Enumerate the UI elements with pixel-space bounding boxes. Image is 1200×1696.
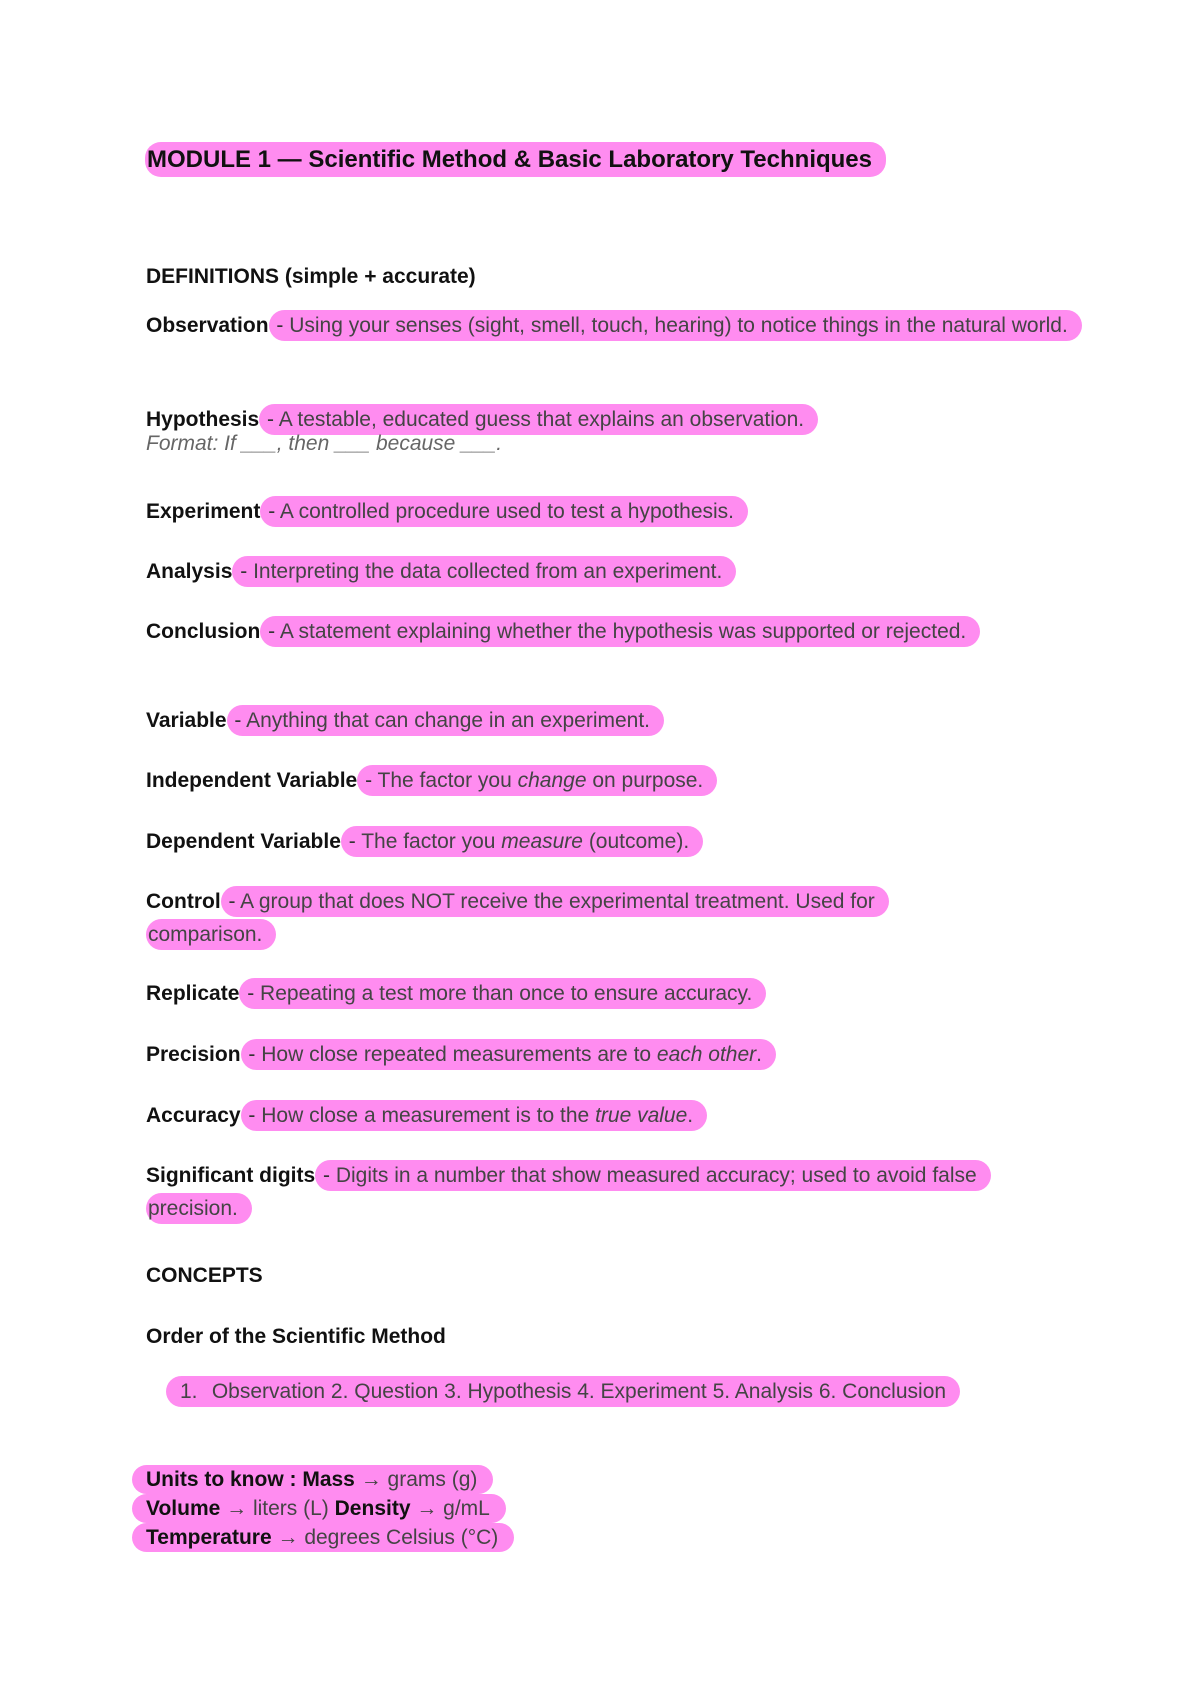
definition-independent-variable [146, 764, 717, 797]
units-to-know [132, 1465, 514, 1552]
emphasis: change [517, 769, 587, 792]
units-value: → g/mL [410, 1497, 490, 1520]
concepts-heading: CONCEPTS [146, 1264, 263, 1287]
units-value: → liters (L) [220, 1497, 335, 1520]
definition-analysis [146, 555, 736, 588]
definition-separator: - [261, 408, 279, 431]
definition-text: A controlled procedure used to test a hypothesis. [279, 500, 735, 523]
definition-text: Repeating a test more than once to ensure accuracy. [260, 982, 753, 1005]
definition-term: Experiment [146, 500, 261, 523]
emphasis: true value [595, 1104, 688, 1127]
definition-control [146, 885, 996, 951]
definition-separator: - [228, 709, 247, 732]
definition-term: Conclusion [146, 620, 261, 643]
units-row-mass [132, 1465, 514, 1494]
list-number: 1. [180, 1380, 198, 1403]
definition-dependent-variable [146, 825, 703, 858]
definition-separator: - [242, 1104, 262, 1127]
units-label: Density [334, 1497, 411, 1520]
definition-variable [146, 704, 664, 737]
order-heading: Order of the Scientific Method [146, 1325, 446, 1348]
units-label: Volume [146, 1497, 221, 1520]
emphasis: measure [501, 830, 583, 853]
definition-text: Anything that can change in an experiment. [246, 709, 651, 732]
definition-separator: - [262, 620, 280, 643]
title-highlight: MODULE 1 — Scientific Method & Basic Laboratory Techniques [145, 142, 886, 177]
definition-term: Control [146, 890, 221, 913]
definition-separator: - [234, 560, 254, 583]
definition-separator: - [222, 890, 241, 913]
definition-term: Variable [146, 709, 227, 732]
definition-observation [146, 309, 1106, 342]
definition-significant-digits [146, 1159, 1066, 1225]
definition-text: Using your senses (sight, smell, touch, hearing) to notice things in the natural world. [289, 314, 1068, 337]
definition-text: A group that does NOT receive the experimental treatment. Used for comparison. [148, 890, 875, 946]
units-label: Temperature [146, 1526, 272, 1549]
definition-text: How close a measurement is to the true value. [261, 1104, 694, 1127]
definition-text: The factor you change on purpose. [377, 769, 704, 792]
definition-term: Independent Variable [146, 769, 358, 792]
list-item-text: Observation 2. Question 3. Hypothesis 4. Experiment 5. Analysis 6. Conclusion [211, 1380, 947, 1403]
definition-term: Significant digits [146, 1164, 316, 1187]
units-row-volume-density [132, 1494, 514, 1523]
definition-separator: - [317, 1164, 336, 1187]
definition-separator: - [359, 769, 378, 792]
definition-separator: - [270, 314, 290, 337]
definition-text: The factor you measure (outcome). [361, 830, 690, 853]
definition-accuracy [146, 1099, 707, 1132]
definition-text: Interpreting the data collected from an experiment. [253, 560, 723, 583]
definition-term: Analysis [146, 560, 233, 583]
definition-separator: - [241, 982, 261, 1005]
definition-precision [146, 1038, 776, 1071]
definition-experiment [146, 495, 748, 528]
definition-text: How close repeated measurements are to each other. [261, 1043, 763, 1066]
definition-term: Replicate [146, 982, 240, 1005]
definition-replicate [146, 977, 766, 1010]
definition-separator: - [342, 830, 362, 853]
module-title [145, 143, 886, 177]
hypothesis-format: Format: If ___, then ___ because ___. [146, 432, 503, 455]
emphasis: each other [656, 1043, 757, 1066]
definition-text: A testable, educated guess that explains an observation. [278, 408, 805, 431]
definition-text: Digits in a number that show measured accuracy; used to avoid false precision. [148, 1164, 977, 1220]
definition-separator: - [262, 500, 280, 523]
scientific-method-order-list [166, 1375, 966, 1408]
definition-term: Accuracy [146, 1104, 241, 1127]
units-value: → grams (g) [354, 1468, 478, 1491]
definition-text: A statement explaining whether the hypothesis was supported or rejected. [279, 620, 967, 643]
definition-term: Dependent Variable [146, 830, 341, 853]
definition-separator: - [242, 1043, 262, 1066]
definition-term: Precision [146, 1043, 241, 1066]
units-value: → degrees Celsius (°C) [271, 1526, 499, 1549]
definition-conclusion [146, 615, 1016, 648]
definitions-heading: DEFINITIONS (simple + accurate) [146, 265, 476, 288]
definition-term: Hypothesis [146, 408, 260, 431]
units-row-temperature [132, 1523, 514, 1552]
units-label: Units to know : Mass [146, 1468, 355, 1491]
definition-term: Observation [146, 314, 269, 337]
